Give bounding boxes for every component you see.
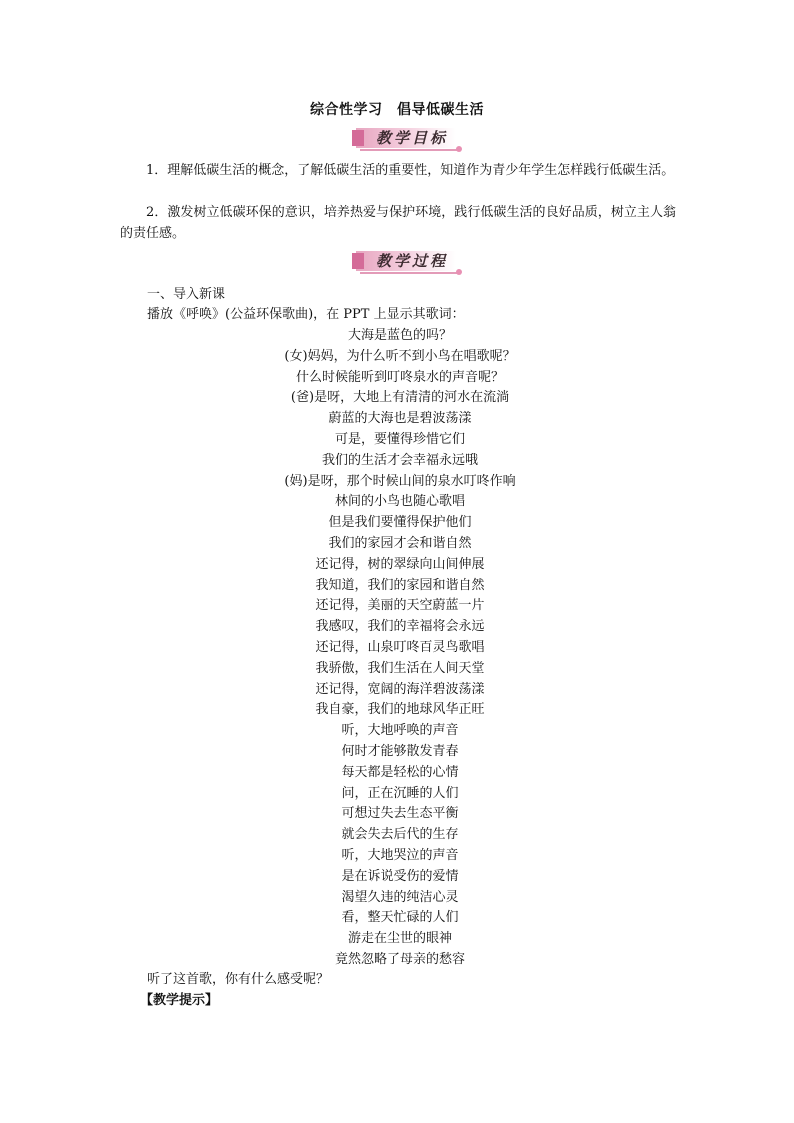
lyric-line: 还记得，宽阔的海洋碧波荡漾 bbox=[315, 681, 485, 697]
lyric-line: (女)妈妈，为什么听不到小鸟在唱歌呢？ bbox=[284, 348, 516, 364]
lyric-line: 林间的小鸟也随心歌唱 bbox=[334, 494, 465, 510]
page-title: 综合性学习 倡导低碳生活 bbox=[310, 102, 484, 118]
lyric-line: 就会失去后代的生存 bbox=[341, 827, 459, 843]
step-title: 一、导入新课 bbox=[147, 287, 226, 302]
tip-label: 【教学提示】 bbox=[140, 993, 219, 1008]
lyric-line: 问，正在沉睡的人们 bbox=[341, 785, 459, 801]
lyric-line: 我知道，我们的家园和谐自然 bbox=[315, 577, 485, 593]
section-banner-goals bbox=[348, 124, 464, 154]
section-heading-goals: 教学目标 bbox=[375, 129, 448, 147]
lyric-line: (爸)是呀，大地上有清清的河水在流淌 bbox=[290, 390, 510, 406]
lyric-line: 蔚蓝的大海也是碧波荡漾 bbox=[328, 411, 472, 427]
section-banner-process bbox=[348, 247, 464, 277]
lyric-line: 可想过失去生态平衡 bbox=[341, 806, 459, 822]
lyric-line: 我骄傲，我们生活在人间天堂 bbox=[315, 660, 485, 676]
lyric-line: 但是我们要懂得保护他们 bbox=[328, 515, 472, 531]
lyric-line: 还记得，美丽的天空蔚蓝一片 bbox=[315, 598, 485, 614]
lyric-line: 可是，要懂得珍惜它们 bbox=[334, 431, 465, 447]
lyric-line: 大海是蓝色的吗？ bbox=[347, 328, 452, 343]
lyric-line: 看，整天忙碌的人们 bbox=[341, 910, 459, 926]
lyric-line: 我们的家园才会和谐自然 bbox=[328, 535, 472, 551]
lyric-line: 听，大地哭泣的声音 bbox=[341, 847, 459, 863]
banner-tick bbox=[352, 130, 364, 146]
lyric-line: 每天都是轻松的心情 bbox=[341, 764, 459, 780]
lyric-line: (妈)是呀，那个时候山间的泉水叮咚作响 bbox=[284, 473, 516, 489]
question-text: 听了这首歌，你有什么感受呢？ bbox=[147, 972, 330, 987]
lyric-line: 渴望久违的纯洁心灵 bbox=[341, 889, 459, 905]
goal-item-1: 1．理解低碳生活的概念，了解低碳生活的重要性，知道作为青少年学生怎样践行低碳生活。 bbox=[146, 163, 675, 178]
lyric-line: 何时才能够散发青春 bbox=[341, 743, 459, 759]
banner-underline bbox=[360, 272, 460, 274]
lyric-line: 还记得，山泉叮咚百灵鸟歌唱 bbox=[315, 639, 485, 655]
lyric-line: 竟然忽略了母亲的愁容 bbox=[334, 951, 465, 967]
banner-tick bbox=[352, 253, 364, 269]
section-heading-process: 教学过程 bbox=[375, 252, 448, 270]
lyric-line: 听，大地呼唤的声音 bbox=[341, 723, 459, 739]
lyric-line: 什么时候能听到叮咚泉水的声音呢？ bbox=[295, 369, 504, 385]
lyric-line: 我自豪，我们的地球风华正旺 bbox=[315, 702, 485, 718]
lyrics-block bbox=[250, 326, 550, 971]
goal-item-2: 2．激发树立低碳环保的意识，培养热爱与保护环境，践行低碳生活的良好品质，树立主人翁的责任感。 bbox=[120, 205, 676, 241]
lyric-line: 我感叹，我们的幸福将会永远 bbox=[315, 619, 485, 635]
banner-dot-icon bbox=[456, 269, 462, 275]
lyric-line: 是在诉说受伤的爱情 bbox=[341, 868, 459, 884]
lyric-line: 还记得，树的翠绿向山间伸展 bbox=[315, 556, 485, 572]
intro-text: 播放《呼唤》(公益环保歌曲)，在 PPT 上显示其歌词： bbox=[147, 307, 465, 322]
banner-dot-icon bbox=[456, 146, 462, 152]
banner-underline bbox=[360, 149, 460, 151]
lyric-line: 我们的生活才会幸福永远哦 bbox=[321, 452, 478, 468]
lyric-line: 游走在尘世的眼神 bbox=[347, 931, 452, 947]
